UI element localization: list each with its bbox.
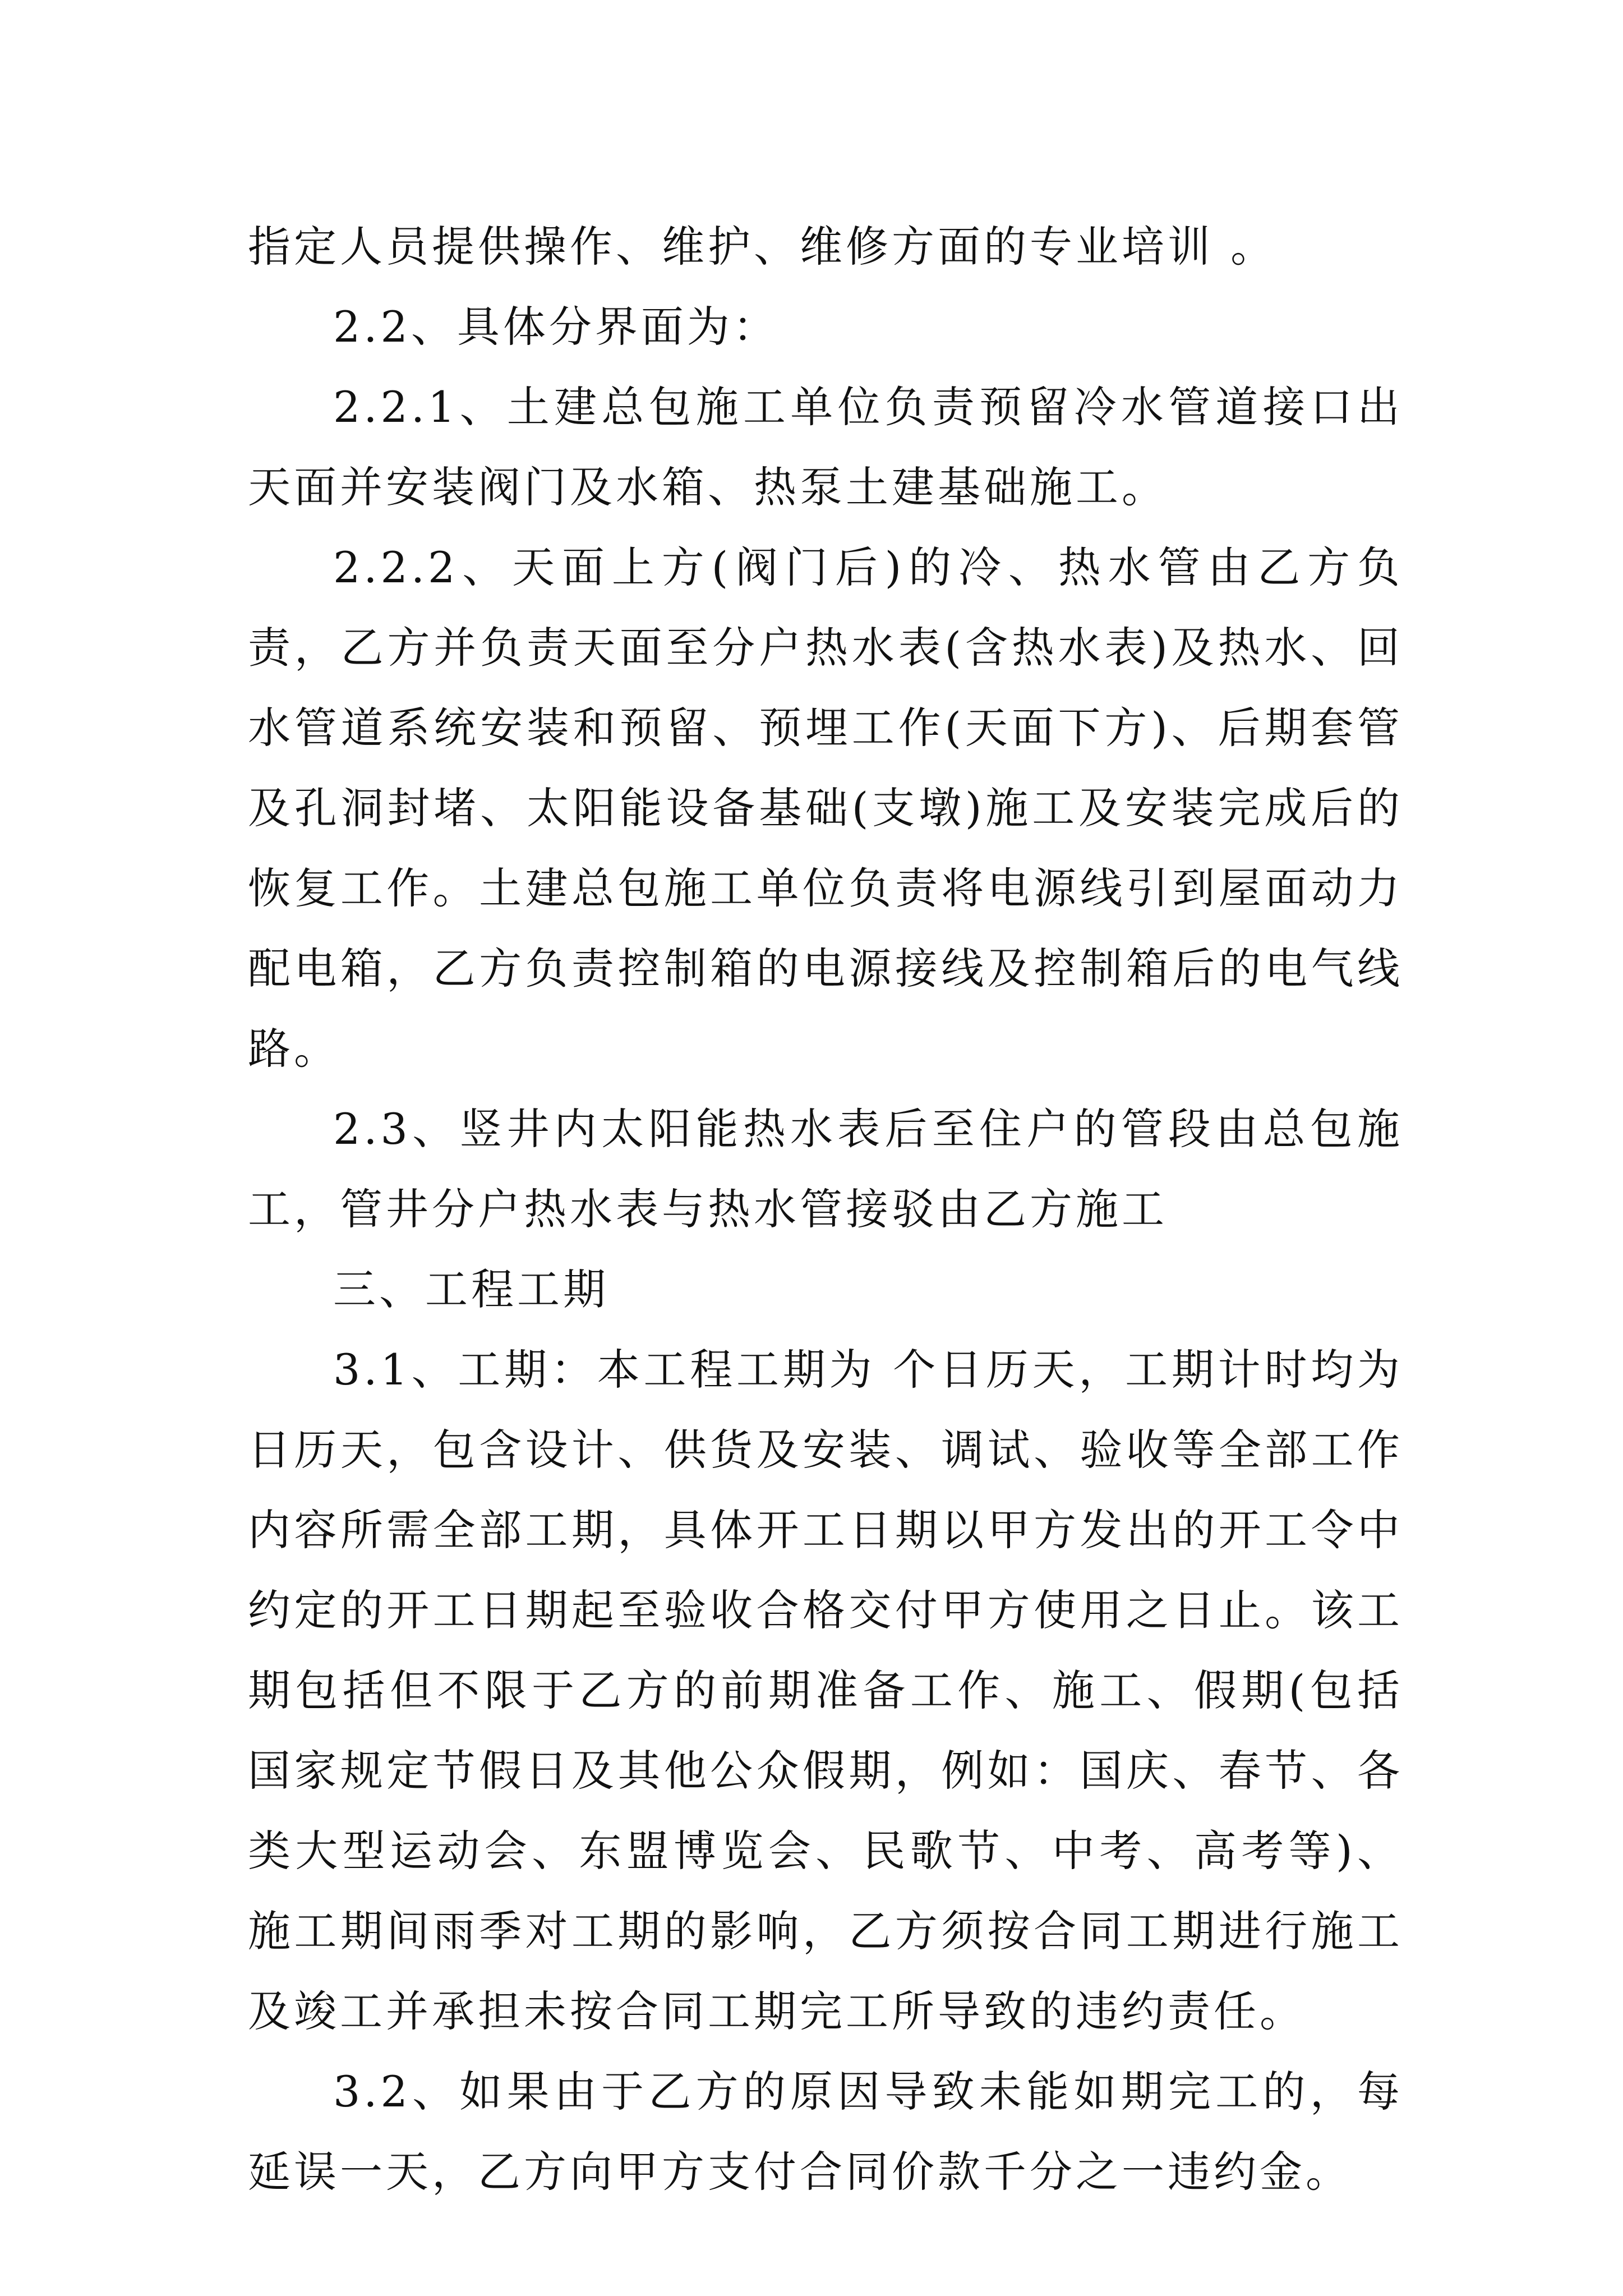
paragraph-2-3: 2.3、竖井内太阳能热水表后至住户的管段由总包施工，管井分户热水表与热水管接驳由乙方施工 bbox=[248, 1104, 1403, 1234]
section-heading-schedule: 三、工程工期 bbox=[333, 1264, 609, 1314]
paragraph-3-2: 3.2、如果由于乙方的原因导致未能如期完工的，每延误一天，乙方向甲方支付合同价款千分之一违约金。 bbox=[248, 2067, 1403, 2197]
paragraph-2-2-1: 2.2.1、土建总包施工单位负责预留冷水管道接口出天面并安装阀门及水箱、热泵土建基础施工。 bbox=[248, 382, 1403, 512]
paragraph-training: 指定人员提供操作、维护、维修方面的专业培训 。 bbox=[248, 222, 1277, 272]
document-body bbox=[248, 206, 1403, 2212]
paragraph-2-2-2: 2.2.2、天面上方(阀门后)的冷、热水管由乙方负责，乙方并负责天面至分户热水表(含热水表)及热水、回水管道系统安装和预留、预埋工作(天面下方)、后期套管及孔洞封堵、太阳能设备基础(支墩)施工及安装完成后的恢复工作。土建总包施工单位负责将电源线引到屋面动力配电箱，乙方负责控制箱的电源接线及控制箱后的电气线路。 bbox=[248, 542, 1403, 1074]
paragraph-2-2: 2.2、具体分界面为： bbox=[333, 302, 779, 352]
paragraph-3-1: 3.1、工期：本工程工期为 个日历天，工期计时均为日历天，包含设计、供货及安装、调试、验收等全部工作内容所需全部工期，具体开工日期以甲方发出的开工令中约定的开工日期起至验收合格交付甲方使用之日止。该工期包括但不限于乙方的前期准备工作、施工、假期(包括国家规定节假日及其他公众假期，例如：国庆、春节、各类大型运动会、东盟博览会、民歌节、中考、高考等)、施工期间雨季对工期的影响，乙方须按合同工期进行施工及竣工并承担未按合同工期完工所导致的违约责任。 bbox=[248, 1345, 1403, 2036]
